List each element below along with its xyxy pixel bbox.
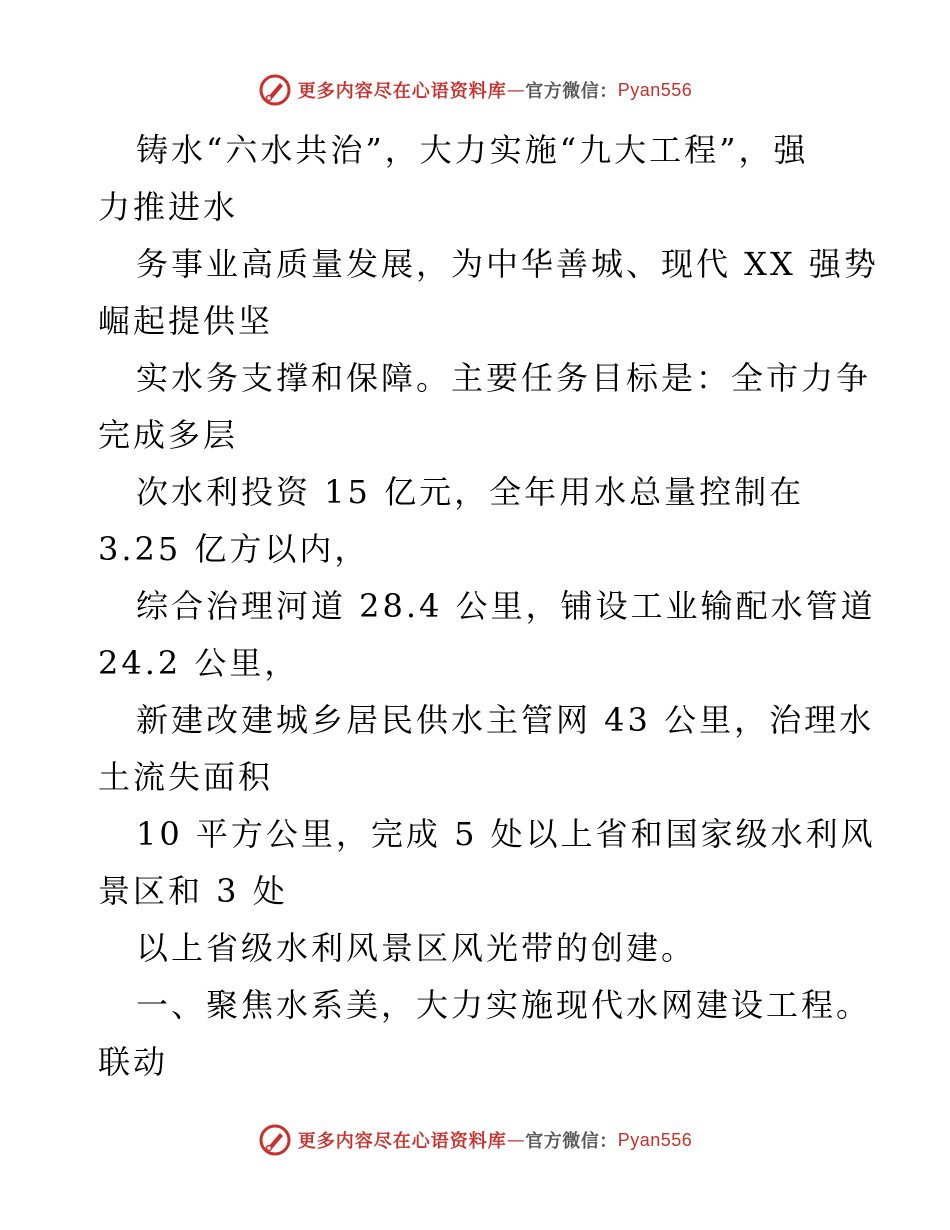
text-line: 次水利投资 15 亿元，全年用水总量控制在: [136, 473, 805, 511]
banner-separator: —: [506, 1129, 526, 1151]
text-line: 新建改建城乡居民供水主管网 43 公里，治理水: [136, 701, 875, 739]
site-name: 更多内容尽在心语资料库: [297, 1131, 507, 1152]
wechat-id: Pyan556: [617, 79, 693, 100]
text-line: 综合治理河道 28.4 公里，铺设工业输配水管道: [136, 587, 876, 625]
text-line: 10 平方公里，完成 5 处以上省和国家级水利风: [136, 815, 876, 853]
text-line: 实水务支撑和保障。主要任务目标是：全市力争: [136, 359, 872, 397]
text-line: 联动: [98, 1043, 169, 1081]
wechat-label: 官方微信：: [525, 1131, 618, 1152]
wechat-id: Pyan556: [617, 1129, 693, 1150]
text-line: 铸水“六水共治”，大力实施“九大工程”，强: [136, 131, 809, 169]
text-line: 崛起提供坚: [98, 302, 274, 340]
site-name: 更多内容尽在心语资料库: [297, 81, 507, 102]
text-line: 完成多层: [98, 416, 239, 454]
text-line: 24.2 公里，: [98, 644, 300, 682]
header-banner: [0, 70, 950, 110]
banner-separator: —: [506, 79, 526, 101]
document-body: [98, 122, 879, 1091]
text-line: 一、聚焦水系美，大力实施现代水网建设工程。: [136, 986, 872, 1024]
text-line: 力推进水: [98, 188, 239, 226]
wechat-label: 官方微信：: [525, 81, 618, 102]
text-line: 景区和 3 处: [98, 872, 288, 910]
text-line: 务事业高质量发展，为中华善城、现代 XX 强势: [136, 245, 879, 283]
pen-nib-logo-icon: [258, 1123, 292, 1157]
pen-nib-logo-icon: [258, 73, 292, 107]
footer-banner: [0, 1120, 950, 1160]
text-line: 以上省级水利风景区风光带的创建。: [136, 929, 697, 967]
text-line: 3.25 亿方以内，: [98, 530, 370, 568]
text-line: 土流失面积: [98, 758, 274, 796]
